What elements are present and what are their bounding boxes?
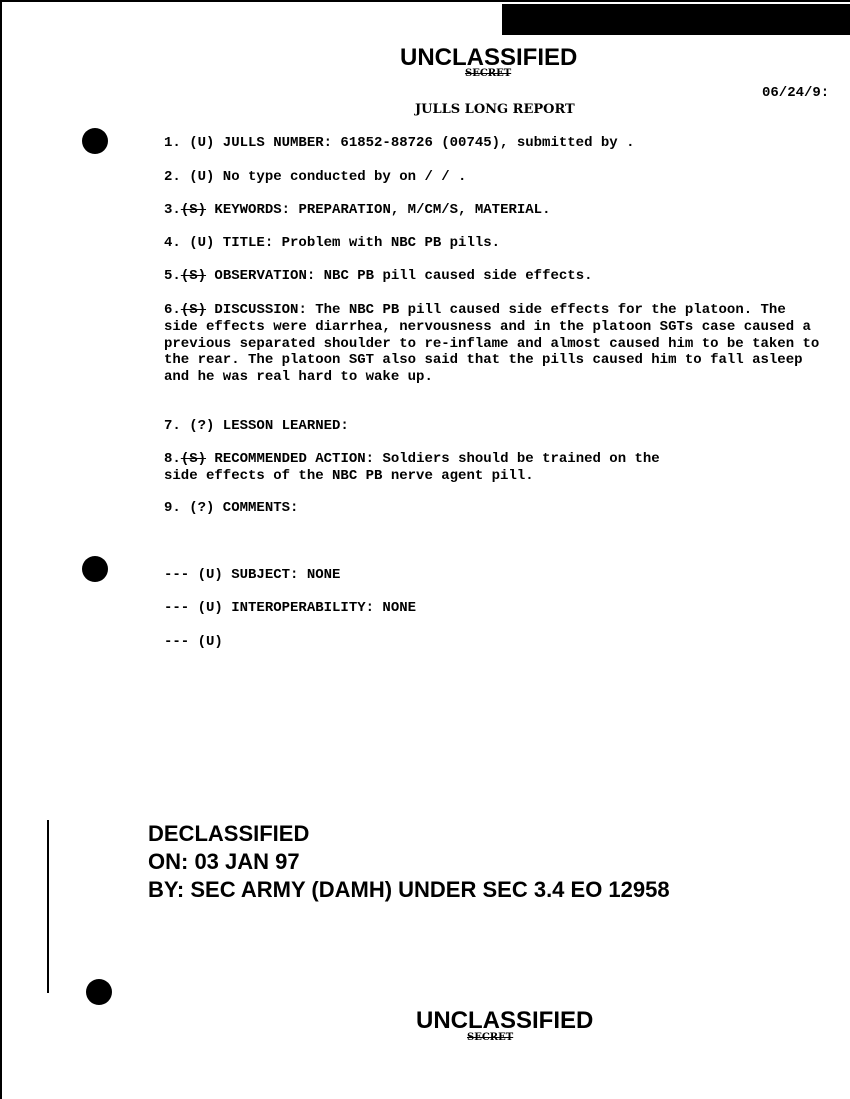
subject-line: --- (U) SUBJECT: NONE (164, 567, 341, 583)
item-comments: 9. (?) COMMENTS: (164, 500, 299, 516)
redaction-bar (502, 4, 850, 35)
item-number: 6. (164, 302, 181, 318)
item-number: 8. (164, 451, 181, 467)
item-julls-number: 1. (U) JULLS NUMBER: 61852-88726 (00745), submitted by . (164, 135, 635, 151)
struck-classification-footer: SECRET (467, 1032, 514, 1043)
punch-hole (82, 556, 108, 582)
punch-hole (86, 979, 112, 1005)
punch-hole (82, 128, 108, 154)
item-number: 5. (164, 268, 181, 284)
extra-line: --- (U) (164, 634, 223, 650)
item-observation (164, 268, 593, 284)
item-recommended-action-cont: side effects of the NBC PB nerve agent pill. (164, 468, 534, 484)
item-text: RECOMMENDED ACTION: Soldiers should be trained on the (206, 451, 660, 467)
item-type: 2. (U) No type conducted by on / / . (164, 169, 467, 185)
margin-line (47, 820, 49, 993)
classification-footer: UNCLASSIFIED (416, 1007, 594, 1034)
struck-marking: (S) (180, 202, 207, 218)
declassified-authority: BY: SEC ARMY (DAMH) UNDER SEC 3.4 EO 12958 (148, 877, 670, 902)
struck-marking: (S) (180, 302, 207, 318)
page-border-left (0, 0, 2, 1099)
struck-marking: (S) (180, 268, 207, 284)
page-border-top (0, 0, 850, 2)
item-discussion (164, 302, 824, 386)
report-date: 06/24/9: (762, 85, 830, 101)
interoperability-line: --- (U) INTEROPERABILITY: NONE (164, 600, 417, 616)
item-recommended-action (164, 451, 660, 467)
item-number: 3. (164, 202, 181, 218)
item-text: OBSERVATION: NBC PB pill caused side effects. (206, 268, 593, 284)
declassification-stamp (148, 820, 670, 904)
item-text: KEYWORDS: PREPARATION, M/CM/S, MATERIAL. (206, 202, 551, 218)
item-title: 4. (U) TITLE: Problem with NBC PB pills. (164, 235, 501, 251)
declassified-date: ON: 03 JAN 97 (148, 849, 300, 874)
item-keywords (164, 202, 551, 218)
struck-marking: (S) (180, 451, 207, 467)
item-text: DISCUSSION: The NBC PB pill caused side effects for the platoon. The side effects were diarrhea, nervousness and in the platoon SGTs case caused a previous separated shoulder to re-inflame and almost caused him to be taken to the rear. The platoon SGT also said that the pills caused him to fall asleep and he was real hard to wake up. (164, 302, 820, 386)
classification-header: UNCLASSIFIED (400, 44, 578, 71)
declassified-label: DECLASSIFIED (148, 821, 310, 846)
item-lesson-learned: 7. (?) LESSON LEARNED: (164, 418, 349, 434)
struck-classification-header: SECRET (465, 68, 512, 79)
report-title: JULLS LONG REPORT (415, 102, 575, 117)
